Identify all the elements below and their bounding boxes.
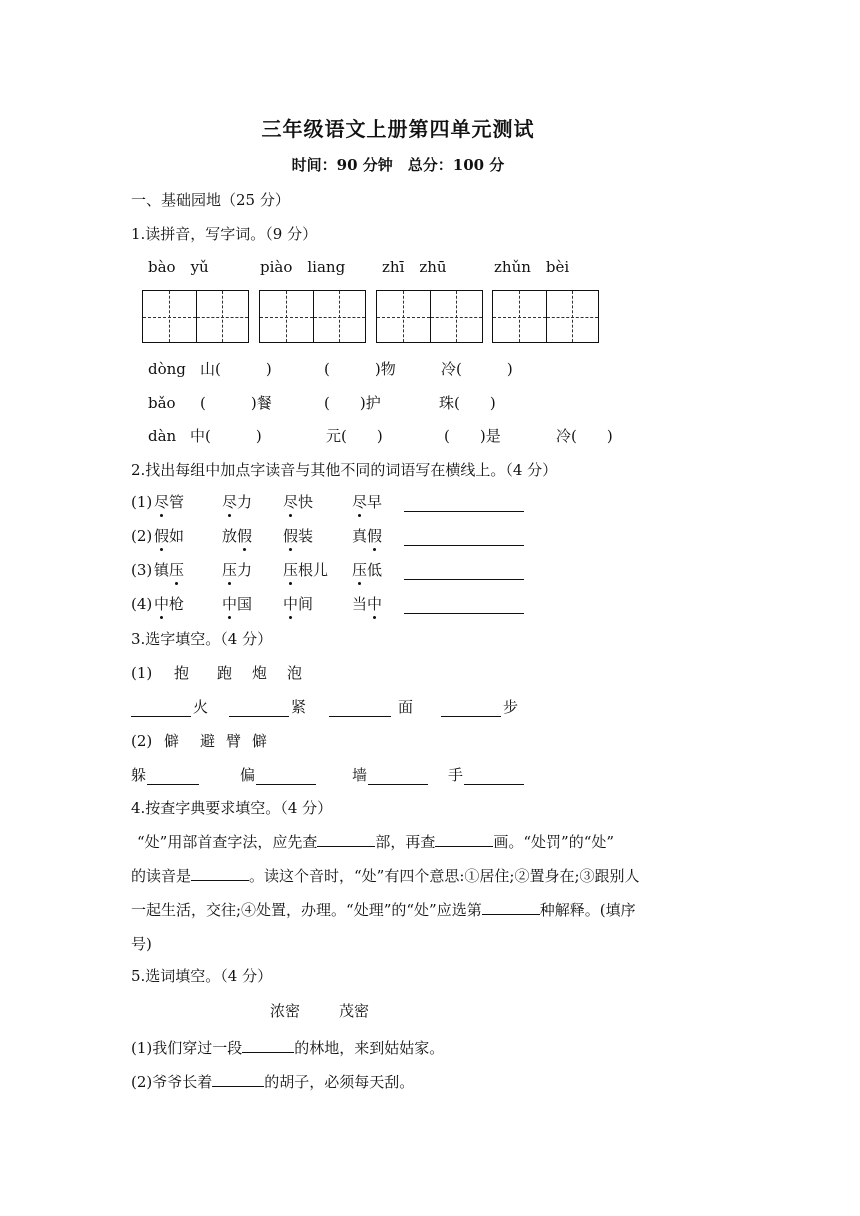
q5-word-choice: 茂密 (339, 1002, 370, 1020)
answer-line[interactable] (229, 702, 289, 717)
q3-group-label: (1) (131, 664, 153, 682)
q2-row-num: (4) (131, 595, 153, 613)
answer-line[interactable] (329, 702, 391, 717)
q3-word-part: 偏 (240, 766, 256, 784)
q2-word: 尽早 (352, 493, 383, 511)
answer-line[interactable] (404, 531, 524, 546)
q2-word: 中国 (222, 595, 253, 613)
fill-item: 珠( ) (439, 394, 496, 412)
q2-word: 尽快 (283, 493, 314, 511)
fill-item: ( )护 (324, 394, 381, 412)
pinyin-label: bào yǔ (148, 258, 209, 276)
q1-heading: 1.读拼音，写字词。（9 分） (131, 225, 318, 243)
writing-box[interactable] (376, 290, 483, 343)
q5-heading: 5.选词填空。（4 分） (131, 967, 273, 985)
q3-choice-char: 跑 (217, 664, 233, 682)
answer-line[interactable] (317, 832, 375, 847)
pinyin-label: bǎo (148, 394, 176, 412)
q3-group-label: (2) (131, 732, 153, 750)
q2-word: 中间 (283, 595, 314, 613)
q2-word: 假如 (154, 527, 185, 545)
q4-heading: 4.按查字典要求填空。（4 分） (131, 799, 333, 817)
fill-item: 冷( ) (441, 360, 513, 378)
writing-box[interactable] (142, 290, 249, 343)
q2-word: 放假 (222, 527, 253, 545)
q3-choice-char: 僻 (164, 732, 180, 750)
answer-line[interactable] (404, 599, 524, 614)
answer-line[interactable] (464, 770, 524, 785)
answer-line[interactable] (131, 702, 191, 717)
q3-choice-char: 抱 (174, 664, 190, 682)
q2-word: 压根儿 (283, 561, 329, 579)
fill-item: ( )是 (444, 427, 501, 445)
exam-info: 时间：90 分钟 总分：100 分 (291, 156, 505, 174)
q2-word: 尽管 (154, 493, 185, 511)
fill-item: 冷( ) (556, 427, 613, 445)
q3-word-part: 面 (398, 698, 414, 716)
fill-item: ( )物 (324, 360, 396, 378)
q3-choice-char: 炮 (252, 664, 268, 682)
q2-word: 镇压 (154, 561, 185, 579)
fill-item: 元( ) (326, 427, 383, 445)
fill-item: 中( ) (190, 427, 262, 445)
answer-line[interactable] (404, 497, 524, 512)
q3-choice-char: 泡 (287, 664, 303, 682)
answer-line[interactable] (191, 866, 249, 881)
answer-line[interactable] (368, 770, 428, 785)
page-title: 三年级语文上册第四单元测试 (261, 117, 535, 141)
q3-heading: 3.选字填空。（4 分） (131, 630, 273, 648)
q2-word: 中枪 (154, 595, 185, 613)
q2-word: 真假 (352, 527, 383, 545)
pinyin-label: dòng (148, 360, 186, 378)
q3-choice-char: 臂 (226, 732, 242, 750)
writing-box[interactable] (259, 290, 366, 343)
q5-word-choice: 浓密 (270, 1002, 301, 1020)
q5-sentence: (2)爷爷长着 的胡子，必须每天刮。 (131, 1073, 415, 1091)
pinyin-label: zhǔn bèi (494, 258, 570, 276)
q2-word: 尽力 (222, 493, 253, 511)
answer-line[interactable] (441, 702, 501, 717)
q2-word: 当中 (352, 595, 383, 613)
q2-row-num: (2) (131, 527, 153, 545)
answer-line[interactable] (212, 1072, 264, 1087)
answer-line[interactable] (435, 832, 493, 847)
q2-word: 压力 (222, 561, 253, 579)
q2-word: 压低 (352, 561, 383, 579)
q3-word-part: 墙 (352, 766, 368, 784)
fill-item: 山( ) (200, 360, 272, 378)
q3-word-part: 步 (503, 698, 519, 716)
q2-row-num: (1) (131, 493, 153, 511)
q3-choice-char: 僻 (252, 732, 268, 750)
q2-heading: 2.找出每组中加点字读音与其他不同的词语写在横线上。（4 分） (131, 461, 558, 479)
q3-word-part: 紧 (291, 698, 307, 716)
answer-line[interactable] (482, 900, 540, 915)
section-heading: 一、基础园地（25 分） (131, 191, 290, 209)
q2-word: 假装 (283, 527, 314, 545)
pinyin-label: piào liang (260, 258, 346, 276)
q3-word-part: 躲 (131, 766, 147, 784)
answer-line[interactable] (242, 1038, 294, 1053)
q3-word-part: 火 (193, 698, 209, 716)
q4-paragraph: “处”用部首查字法，应先查 部，再查 画。“处罚”的“处” 的读音是 。读这个音时，“处”有四个意思:①居住;②置身在;③跟别人 一起生活，交往;④处置，办理。“处理”的“处”应选第 种解释。(填序 号) (131, 833, 640, 953)
q5-sentence: (1)我们穿过一段 的林地，来到姑姑家。 (131, 1039, 445, 1057)
answer-line[interactable] (404, 565, 524, 580)
pinyin-label: dàn (148, 427, 177, 445)
q3-choice-char: 避 (200, 732, 216, 750)
fill-item: ( )餐 (200, 394, 272, 412)
pinyin-label: zhī zhū (382, 258, 447, 276)
q2-row-num: (3) (131, 561, 153, 579)
answer-line[interactable] (256, 770, 316, 785)
writing-box[interactable] (492, 290, 599, 343)
answer-line[interactable] (147, 770, 199, 785)
q3-word-part: 手 (448, 766, 464, 784)
